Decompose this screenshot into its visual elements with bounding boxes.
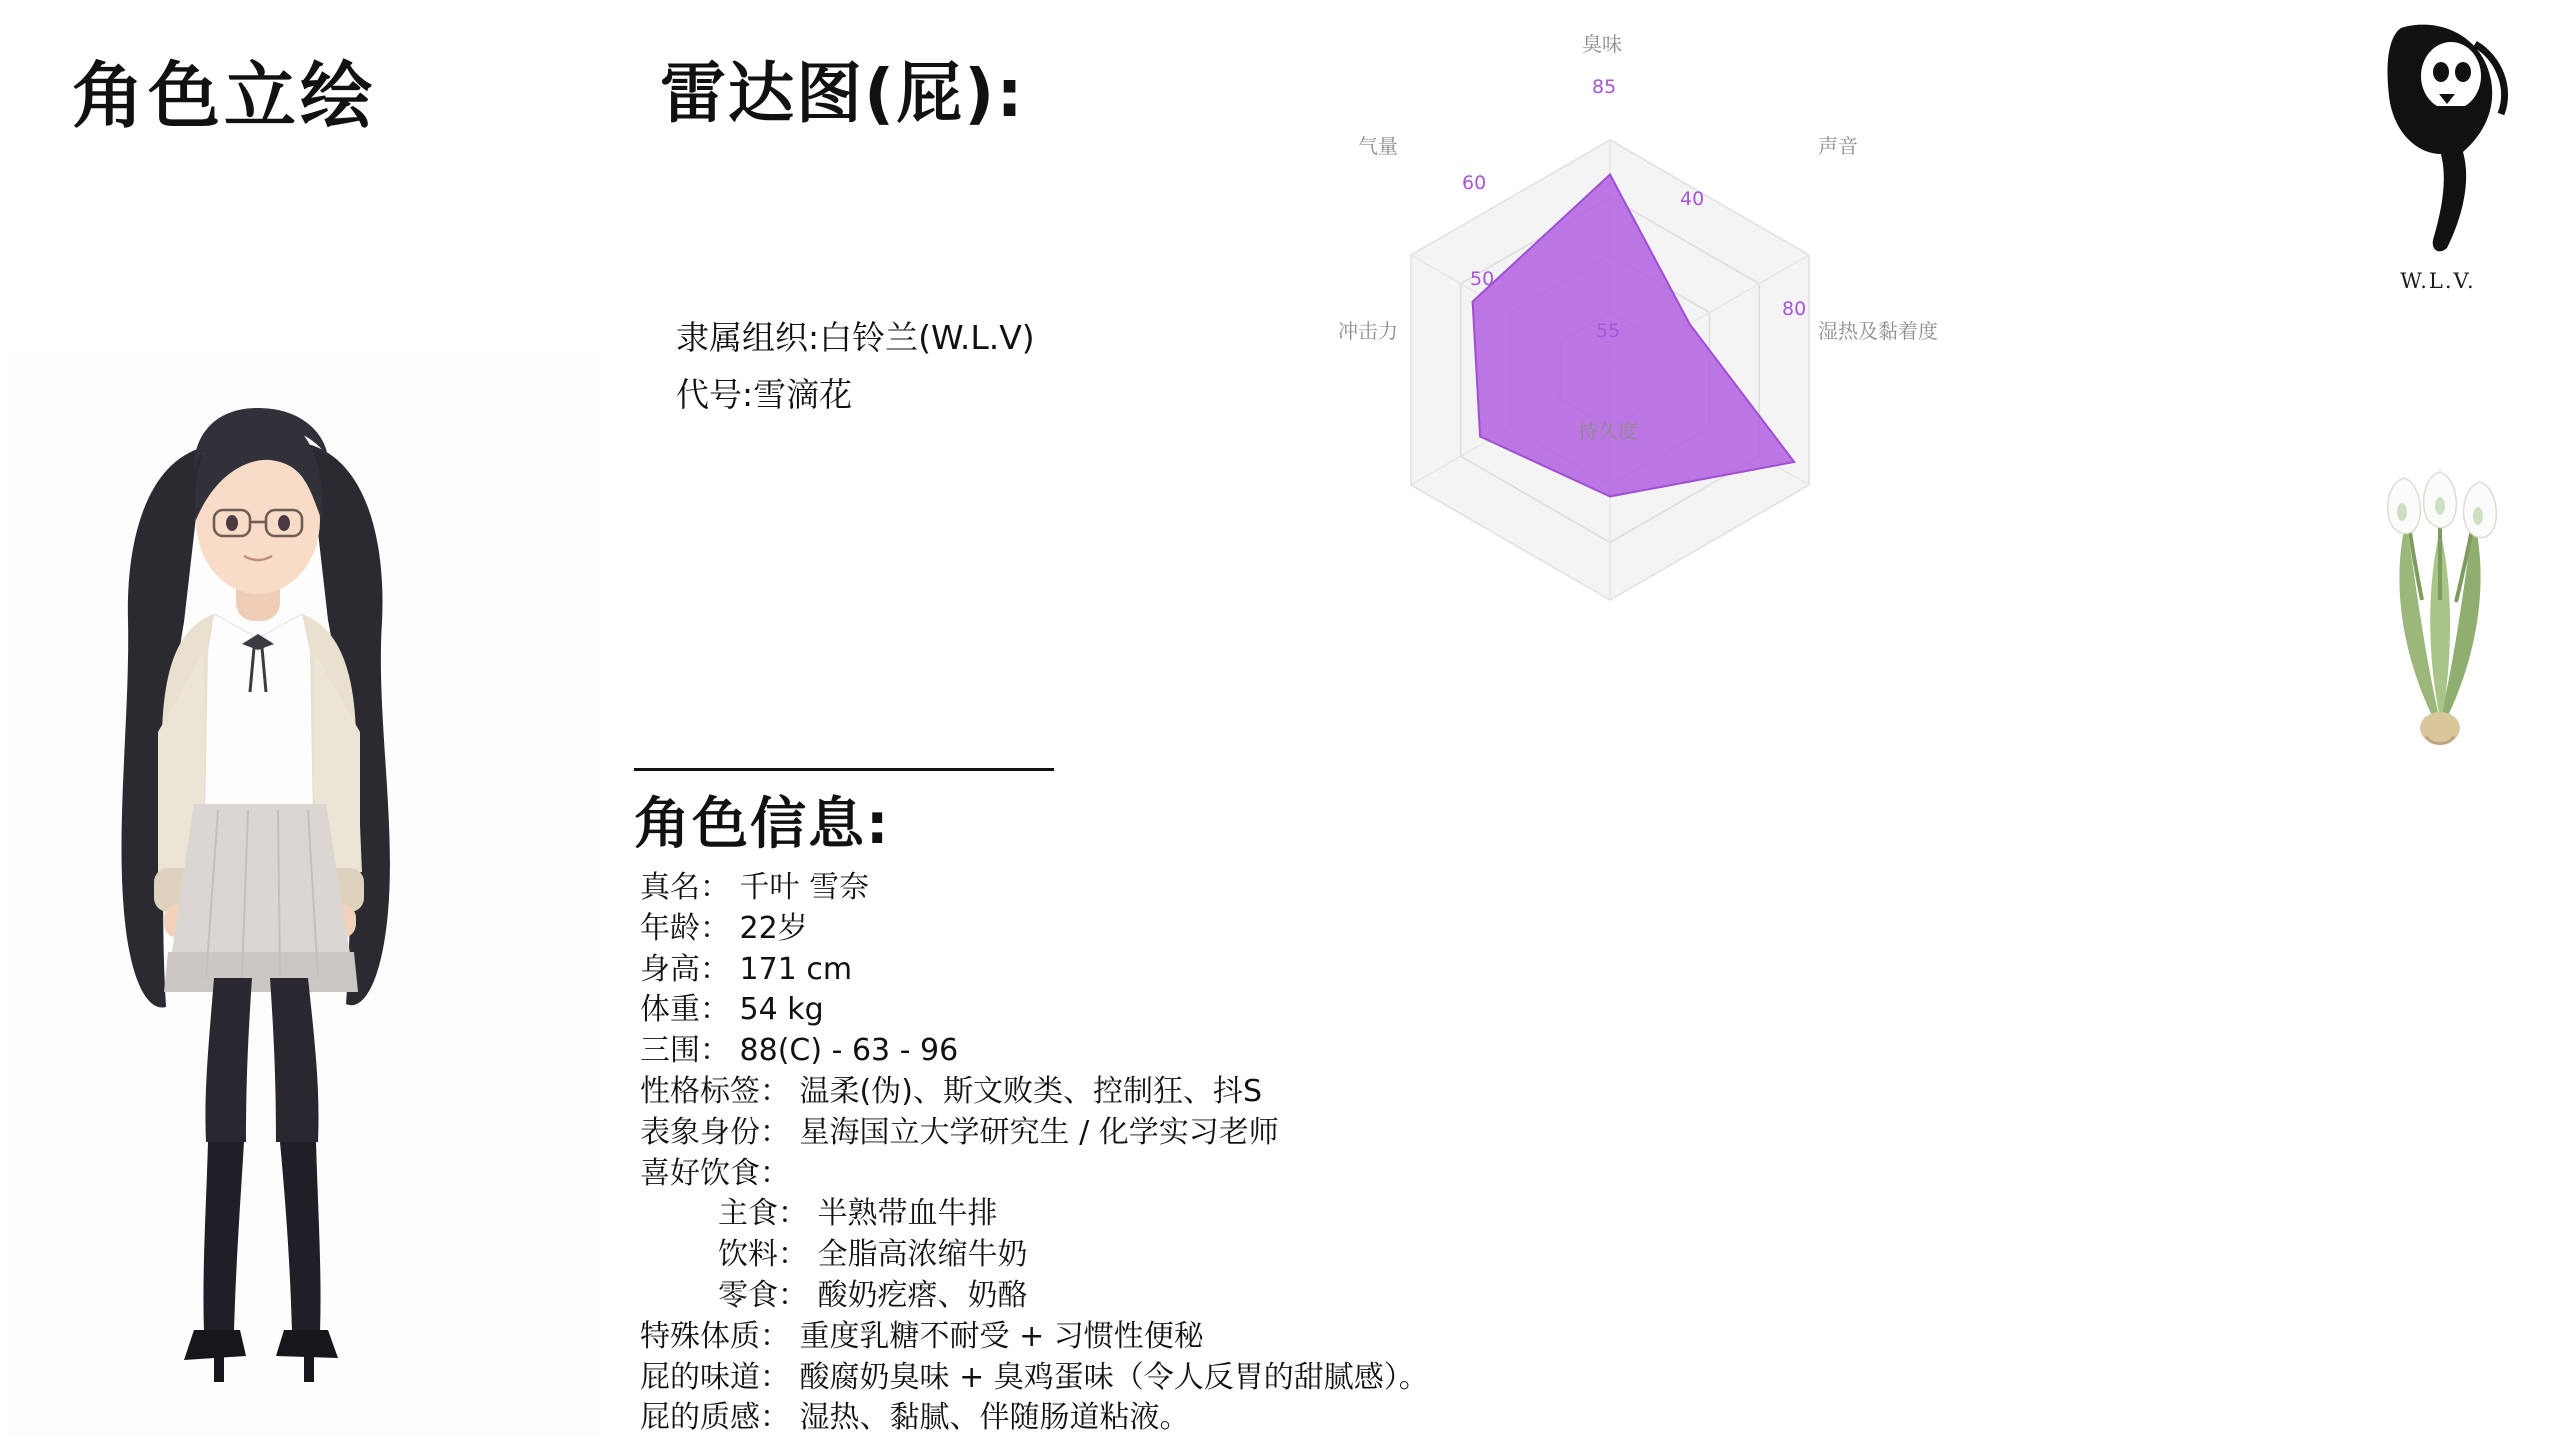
info-row bbox=[640, 868, 1429, 909]
radar-value-5: 60 bbox=[1462, 172, 1487, 194]
info-row bbox=[640, 990, 1429, 1031]
reaper-skull-icon bbox=[2343, 10, 2533, 260]
info-row-value: 酸奶疙瘩、奶酪 bbox=[808, 1277, 1028, 1313]
radar-axis-label-2: 湿热及黏着度 bbox=[1818, 319, 1938, 343]
character-portrait-frame bbox=[8, 352, 600, 1434]
info-row-value: 88(C) - 63 - 96 bbox=[730, 1033, 959, 1069]
radar-chart bbox=[1240, 10, 1980, 740]
radar-axis-label-1: 声音 bbox=[1818, 134, 1858, 158]
info-row bbox=[640, 1276, 1429, 1317]
info-row-label: 真名： bbox=[640, 870, 730, 905]
info-row bbox=[640, 1154, 1429, 1195]
info-row-label: 喜好饮食： bbox=[640, 1155, 790, 1191]
page-title-character-art: 角色立绘 bbox=[72, 54, 377, 138]
info-row-value: 重度乳糖不耐受 + 习惯性便秘 bbox=[790, 1318, 1204, 1354]
emblem-caption: W.L.V. bbox=[2400, 269, 2476, 293]
radar-axis-label-5: 气量 bbox=[1358, 134, 1398, 158]
radar-axis-label-3: 持久度 bbox=[1578, 419, 1638, 443]
info-row bbox=[640, 1317, 1429, 1358]
info-row-label: 主食： bbox=[718, 1196, 808, 1232]
info-row-label: 屁的质感： bbox=[640, 1400, 790, 1436]
info-section-title: 角色信息: bbox=[634, 792, 891, 857]
character-info-list bbox=[640, 868, 1429, 1439]
info-row-label: 身高： bbox=[640, 951, 730, 987]
codename-text: 代号:雪滴花 bbox=[676, 374, 853, 414]
info-row-value: 171 cm bbox=[730, 951, 853, 987]
affiliation-text: 隶属组织:白铃兰(W.L.V) bbox=[676, 318, 1035, 357]
info-divider bbox=[634, 768, 1054, 771]
info-row bbox=[640, 1358, 1429, 1399]
info-row bbox=[640, 1031, 1429, 1072]
info-row-label: 屁的味道： bbox=[640, 1359, 790, 1395]
radar-value-2: 80 bbox=[1782, 298, 1807, 320]
radar-axis-label-4: 冲击力 bbox=[1338, 319, 1398, 343]
info-row bbox=[640, 909, 1429, 950]
info-row bbox=[640, 1235, 1429, 1276]
radar-chart-svg bbox=[1240, 10, 1980, 740]
info-row-label: 表象身份： bbox=[640, 1114, 790, 1150]
avatar bbox=[8, 352, 600, 1434]
info-row-value: 温柔(伪)、斯文败类、控制狂、抖S bbox=[790, 1073, 1262, 1109]
info-row-value: 54 kg bbox=[730, 992, 824, 1028]
info-row-value: 千叶 雪奈 bbox=[730, 870, 870, 905]
info-row-label: 体重： bbox=[640, 992, 730, 1028]
radar-value-3: 55 bbox=[1596, 320, 1621, 342]
radar-axis-label-0: 臭味 bbox=[1582, 32, 1622, 56]
snowdrop-flower-svg bbox=[2330, 400, 2550, 750]
radar-chart-title: 雷达图(屁): bbox=[660, 55, 1025, 132]
info-row bbox=[640, 1194, 1429, 1235]
info-row-label: 年龄： bbox=[640, 910, 730, 946]
info-row-value: 22岁 bbox=[730, 910, 808, 946]
organization-block bbox=[676, 310, 1035, 424]
info-row-value: 全脂高浓缩牛奶 bbox=[808, 1237, 1028, 1273]
info-row bbox=[640, 1398, 1429, 1439]
info-row bbox=[640, 950, 1429, 991]
info-row-label: 特殊体质： bbox=[640, 1318, 790, 1354]
radar-value-1: 40 bbox=[1680, 188, 1705, 210]
info-row-value: 星海国立大学研究生 / 化学实习老师 bbox=[790, 1114, 1279, 1150]
radar-value-4: 50 bbox=[1470, 268, 1495, 290]
info-row-label: 零食： bbox=[718, 1277, 808, 1313]
info-row-label: 三围： bbox=[640, 1033, 730, 1069]
info-row bbox=[640, 1072, 1429, 1113]
snowdrop-flower-icon bbox=[2330, 400, 2550, 750]
radar-value-0: 85 bbox=[1592, 76, 1617, 98]
info-row-value: 湿热、黏腻、伴随肠道粘液。 bbox=[790, 1400, 1190, 1436]
info-row-label: 饮料： bbox=[718, 1237, 808, 1273]
info-row bbox=[640, 1113, 1429, 1154]
info-row-label: 性格标签： bbox=[640, 1073, 790, 1109]
info-row-value: 酸腐奶臭味 + 臭鸡蛋味（令人反胃的甜腻感）。 bbox=[790, 1359, 1429, 1395]
info-row-value: 半熟带血牛排 bbox=[808, 1196, 998, 1232]
organization-emblem bbox=[2338, 10, 2538, 320]
